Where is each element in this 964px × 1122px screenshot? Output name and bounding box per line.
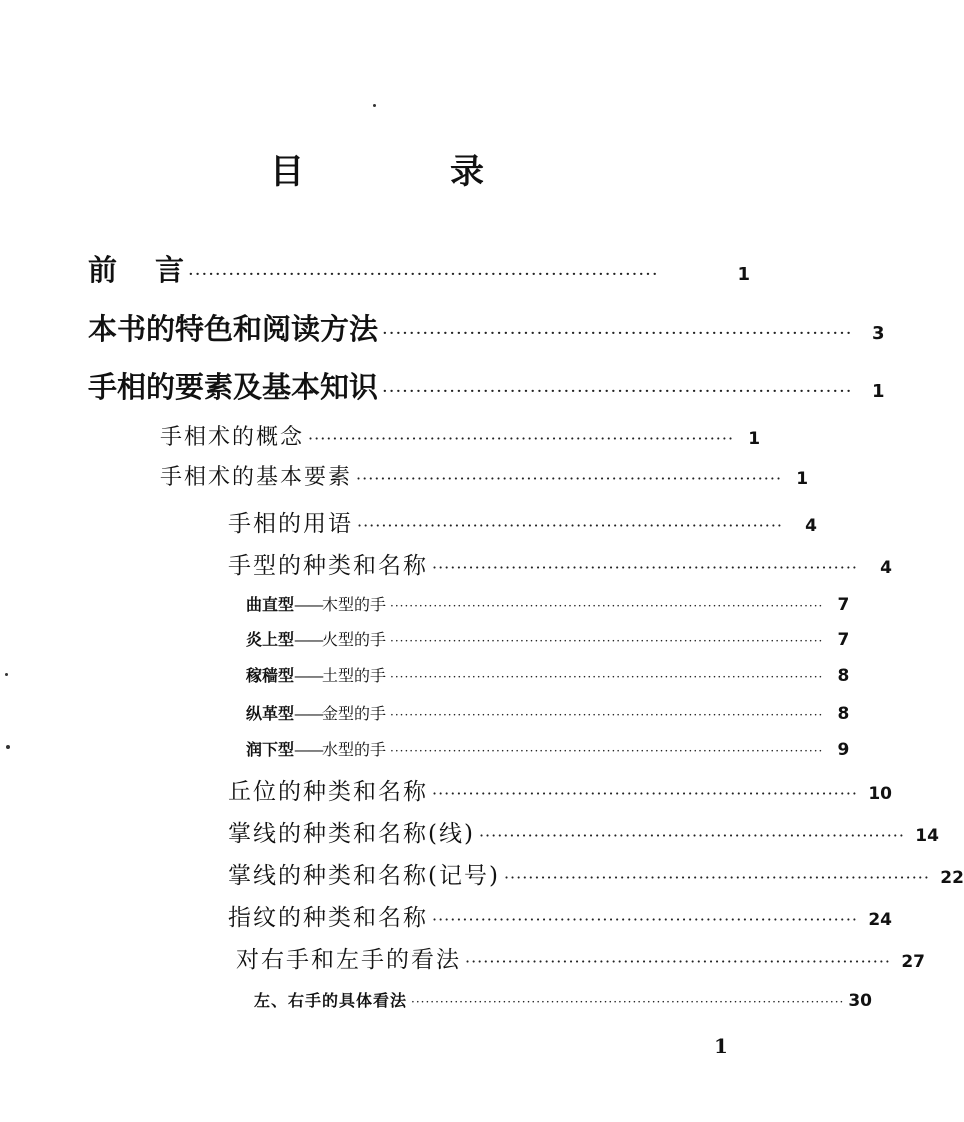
toc-page-number: 3 <box>872 323 885 344</box>
toc-entry[interactable] <box>246 592 850 615</box>
toc-label: 手相术的基本要素 <box>160 465 353 490</box>
toc-label: 指纹的种类和名称 <box>228 905 428 931</box>
toc-entry[interactable] <box>228 899 893 932</box>
scan-speck <box>373 104 376 107</box>
dot-leader: ·························································································· <box>390 670 824 684</box>
hand-type-name: 炎上型 <box>246 630 295 649</box>
toc-entry[interactable] <box>228 857 964 890</box>
toc-entry[interactable] <box>236 941 926 974</box>
toc-page-number: 4 <box>880 558 893 578</box>
toc-entry[interactable] <box>228 547 893 580</box>
toc-page-number: 1 <box>737 264 750 285</box>
toc-page-number: 27 <box>901 952 926 972</box>
toc-entry[interactable] <box>88 365 885 406</box>
preface-char-2: 言 <box>155 253 185 287</box>
dot-leader: ·························································································· <box>390 634 824 648</box>
dot-leader: ······································································ <box>308 429 735 448</box>
dot-leader: ······································································ <box>356 469 783 488</box>
toc-entry[interactable] <box>228 815 939 848</box>
toc-label: 对右手和左手的看法 <box>236 947 461 973</box>
toc-page-number: 30 <box>848 991 872 1011</box>
hand-type-name: 曲直型 <box>246 595 295 614</box>
dot-leader: ······································································ <box>465 952 892 971</box>
toc-label: 掌线的种类和名称(记号) <box>228 863 500 889</box>
toc-label: 手型的种类和名称 <box>228 553 428 579</box>
dot-leader: ······································································ <box>432 558 859 577</box>
dot-leader: ······································································ <box>382 323 853 344</box>
toc-entry[interactable] <box>254 988 872 1011</box>
toc-page-number: 4 <box>805 516 818 536</box>
title-char-mu: 目 <box>270 152 304 192</box>
toc-entry[interactable] <box>160 460 809 491</box>
toc-entry-preface[interactable] <box>88 248 750 289</box>
toc-label <box>246 701 386 724</box>
toc-page-number: 1 <box>748 429 761 449</box>
toc-label: 手相的要素及基本知识 <box>88 370 379 404</box>
toc-label <box>88 248 184 289</box>
toc-page-number: 1 <box>872 381 885 402</box>
dot-leader: ······································································ <box>382 381 853 402</box>
toc-label <box>246 592 386 615</box>
dot-leader: ·························································································· <box>390 708 824 722</box>
hand-type-desc: 水型的手 <box>322 740 387 759</box>
toc-entry[interactable] <box>246 701 850 724</box>
toc-page-number: 7 <box>837 595 850 615</box>
toc-label <box>246 737 386 760</box>
hand-type-desc: 土型的手 <box>322 666 387 685</box>
dot-leader: ······································································ <box>357 516 784 535</box>
toc-page-number: 1 <box>796 469 809 489</box>
preface-char-1: 前 <box>88 253 118 287</box>
em-dash: —— <box>294 704 323 723</box>
dot-leader: ······································································ <box>478 826 905 845</box>
hand-type-desc: 木型的手 <box>322 595 387 614</box>
toc-label: 丘位的种类和名称 <box>228 779 428 805</box>
hand-type-desc: 金型的手 <box>322 704 387 723</box>
hand-type-desc: 火型的手 <box>322 630 387 649</box>
toc-label: 掌线的种类和名称(线) <box>228 821 475 847</box>
toc-label: 本书的特色和阅读方法 <box>88 312 379 346</box>
toc-page-number: 8 <box>837 666 850 686</box>
scan-speck <box>5 673 8 676</box>
title-char-lu: 录 <box>450 152 484 192</box>
dot-leader: ·························································································· <box>390 599 824 613</box>
toc-entry[interactable] <box>160 420 761 451</box>
toc-label: 左、右手的具体看法 <box>254 991 408 1010</box>
dot-leader: ·························································································· <box>411 995 845 1009</box>
dot-leader: ······································································ <box>432 784 859 803</box>
page-title <box>268 150 508 194</box>
toc-entry[interactable] <box>228 773 893 806</box>
hand-type-name: 纵革型 <box>246 704 295 723</box>
dot-leader: ······································································ <box>432 910 859 929</box>
em-dash: —— <box>294 740 323 759</box>
em-dash: —— <box>294 595 323 614</box>
toc-entry[interactable] <box>246 737 850 760</box>
hand-type-name: 稼穑型 <box>246 666 295 685</box>
dot-leader: ······································································ <box>188 264 659 285</box>
toc-page-number: 10 <box>868 784 893 804</box>
toc-page-number: 22 <box>940 868 964 888</box>
toc-page-number: 24 <box>868 910 893 930</box>
toc-entry[interactable] <box>246 663 850 686</box>
dot-leader: ······································································ <box>503 868 930 887</box>
toc-page-number: 8 <box>837 704 850 724</box>
toc-label: 手相术的概念 <box>160 425 305 450</box>
toc-label <box>246 627 386 650</box>
dot-leader: ·························································································· <box>390 744 824 758</box>
hand-type-name: 润下型 <box>246 740 295 759</box>
scan-speck <box>6 745 10 749</box>
toc-page-number: 7 <box>837 630 850 650</box>
toc-entry[interactable] <box>246 627 850 650</box>
toc-page-number: 9 <box>837 740 850 760</box>
em-dash: —— <box>294 630 323 649</box>
page-number: 1 <box>714 1034 728 1058</box>
toc-entry[interactable] <box>88 307 885 348</box>
toc-label <box>246 663 386 686</box>
em-dash: —— <box>294 666 323 685</box>
toc-entry[interactable] <box>228 505 818 538</box>
toc-label: 手相的用语 <box>228 511 353 537</box>
toc-page-number: 14 <box>915 826 939 846</box>
